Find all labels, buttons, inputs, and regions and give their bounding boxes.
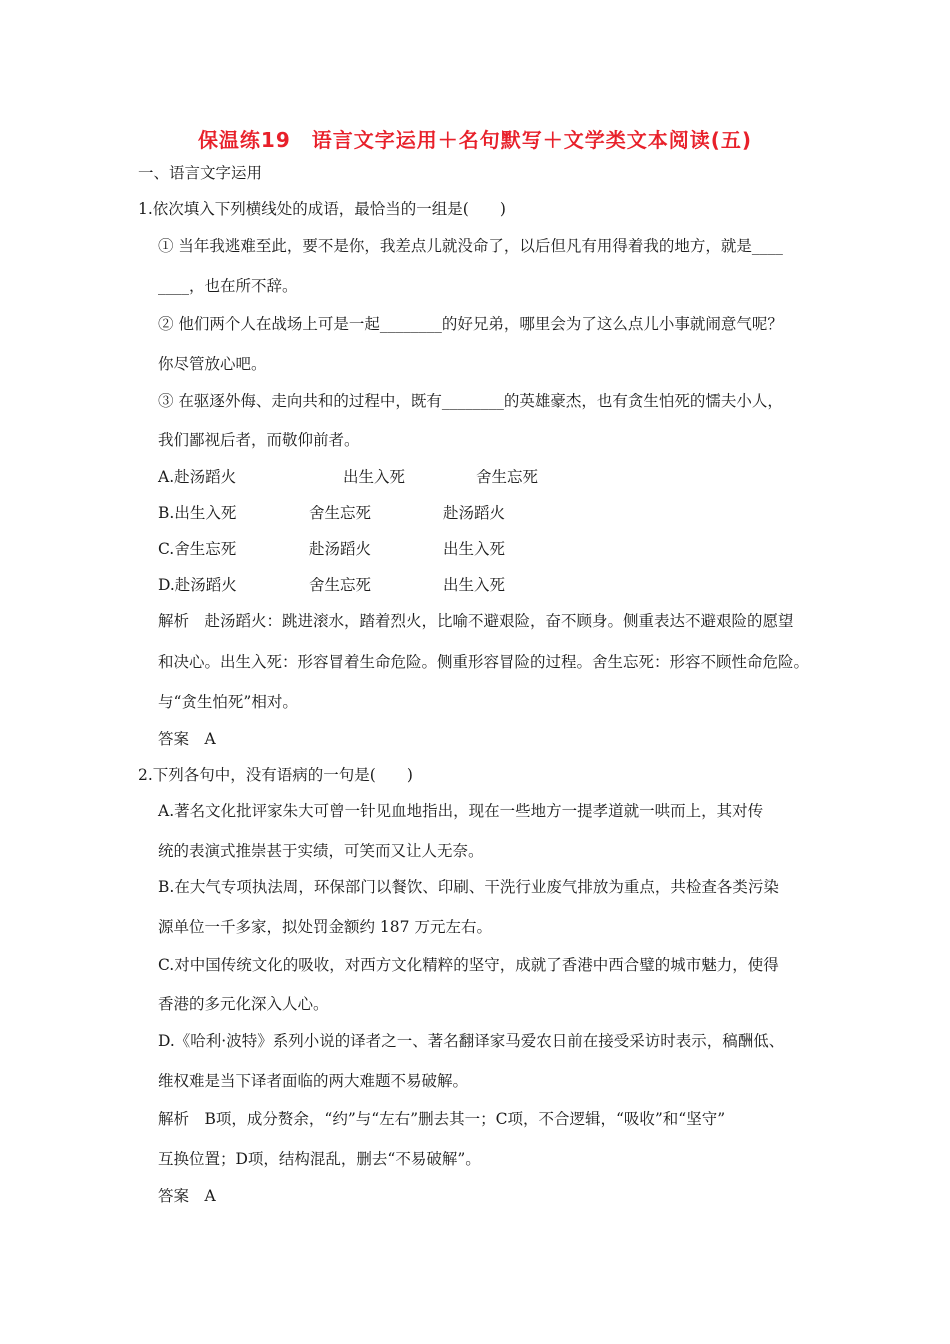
option-d xyxy=(158,575,505,595)
option-c-label: C.舍生忘死 xyxy=(158,540,237,558)
option-c-b: 赴汤蹈火 xyxy=(309,540,372,558)
option-2a-line-2: 统的表演式推崇甚于实绩，可笑而又让人无奈。 xyxy=(158,842,484,860)
question-1-analysis-line-2: 和决心。出生入死：形容冒着生命危险。侧重形容冒险的过程。舍生忘死：形容不顾性命危险。 xyxy=(158,653,810,671)
option-2a-line-1: A.著名文化批评家朱大可曾一针见血地指出，现在一些地方一提孝道就一哄而上，其对传 xyxy=(158,802,764,820)
sentence-3-line-1: ③ 在驱逐外侮、走向共和的过程中，既有________的英雄豪杰，也有贪生怕死的懦夫小人， xyxy=(158,392,783,410)
option-b-b: 舍生忘死 xyxy=(309,504,372,522)
option-d-label: D.赴汤蹈火 xyxy=(158,576,237,594)
option-2c-line-1: C.对中国传统文化的吸收，对西方文化精粹的坚守，成就了香港中西合璧的城市魅力，使得 xyxy=(158,956,779,974)
question-1-analysis-line-1: 解析 赴汤蹈火：跳进滚水，踏着烈火，比喻不避艰险，奋不顾身。侧重表达不避艰险的愿望 xyxy=(158,612,794,630)
question-1-stem: 1.依次填入下列横线处的成语，最恰当的一组是( ) xyxy=(138,200,506,218)
option-a xyxy=(158,467,538,487)
sentence-2-line-1: ② 他们两个人在战场上可是一起________的好兄弟，哪里会为了这么点儿小事就闹意气呢？ xyxy=(158,315,783,333)
option-b xyxy=(158,503,505,523)
sentence-2-line-2: 你尽管放心吧。 xyxy=(158,355,267,373)
option-2b-line-1: B.在大气专项执法周，环保部门以餐饮、印刷、干洗行业废气排放为重点，共检查各类污染 xyxy=(158,878,779,896)
question-1-answer: 答案 A xyxy=(158,730,216,748)
option-b-label: B.出生入死 xyxy=(158,504,237,522)
sentence-3-line-2: 我们鄙视后者，而敬仰前者。 xyxy=(158,431,360,449)
sentence-1-line-2: ____，也在所不辞。 xyxy=(158,277,298,295)
question-2-stem: 2.下列各句中，没有语病的一句是( ) xyxy=(138,766,413,784)
option-c-c: 出生入死 xyxy=(443,540,506,558)
option-a-b: 出生入死 xyxy=(343,468,406,486)
option-d-b: 舍生忘死 xyxy=(309,576,372,594)
option-2d-line-1: D.《哈利·波特》系列小说的译者之一、著名翻译家马爱农日前在接受采访时表示，稿酬低、 xyxy=(158,1032,785,1050)
option-2c-line-2: 香港的多元化深入人心。 xyxy=(158,995,329,1013)
option-c xyxy=(158,539,505,559)
option-2b-line-2: 源单位一千多家，拟处罚金额约 187 万元左右。 xyxy=(158,918,492,936)
option-a-c: 舍生忘死 xyxy=(476,468,539,486)
option-d-c: 出生入死 xyxy=(443,576,506,594)
page-title: 保温练19 语言文字运用＋名句默写＋文学类文本阅读(五) xyxy=(197,128,753,152)
question-2-analysis-line-2: 互换位置；D项，结构混乱，删去“不易破解”。 xyxy=(158,1150,481,1168)
question-2-analysis-line-1: 解析 B项，成分赘余，“约”与“左右”删去其一；C项，不合逻辑，“吸收”和“坚守” xyxy=(158,1110,726,1128)
section-heading: 一、语言文字运用 xyxy=(138,164,263,182)
option-2d-line-2: 维权难是当下译者面临的两大难题不易破解。 xyxy=(158,1072,469,1090)
option-a-label: A.赴汤蹈火 xyxy=(158,468,237,486)
question-1-analysis-line-3: 与“贪生怕死”相对。 xyxy=(158,693,298,711)
sentence-1-line-1: ① 当年我逃难至此，要不是你，我差点儿就没命了，以后但凡有用得着我的地方，就是____ xyxy=(158,237,783,255)
option-b-c: 赴汤蹈火 xyxy=(443,504,506,522)
question-2-answer: 答案 A xyxy=(158,1187,216,1205)
